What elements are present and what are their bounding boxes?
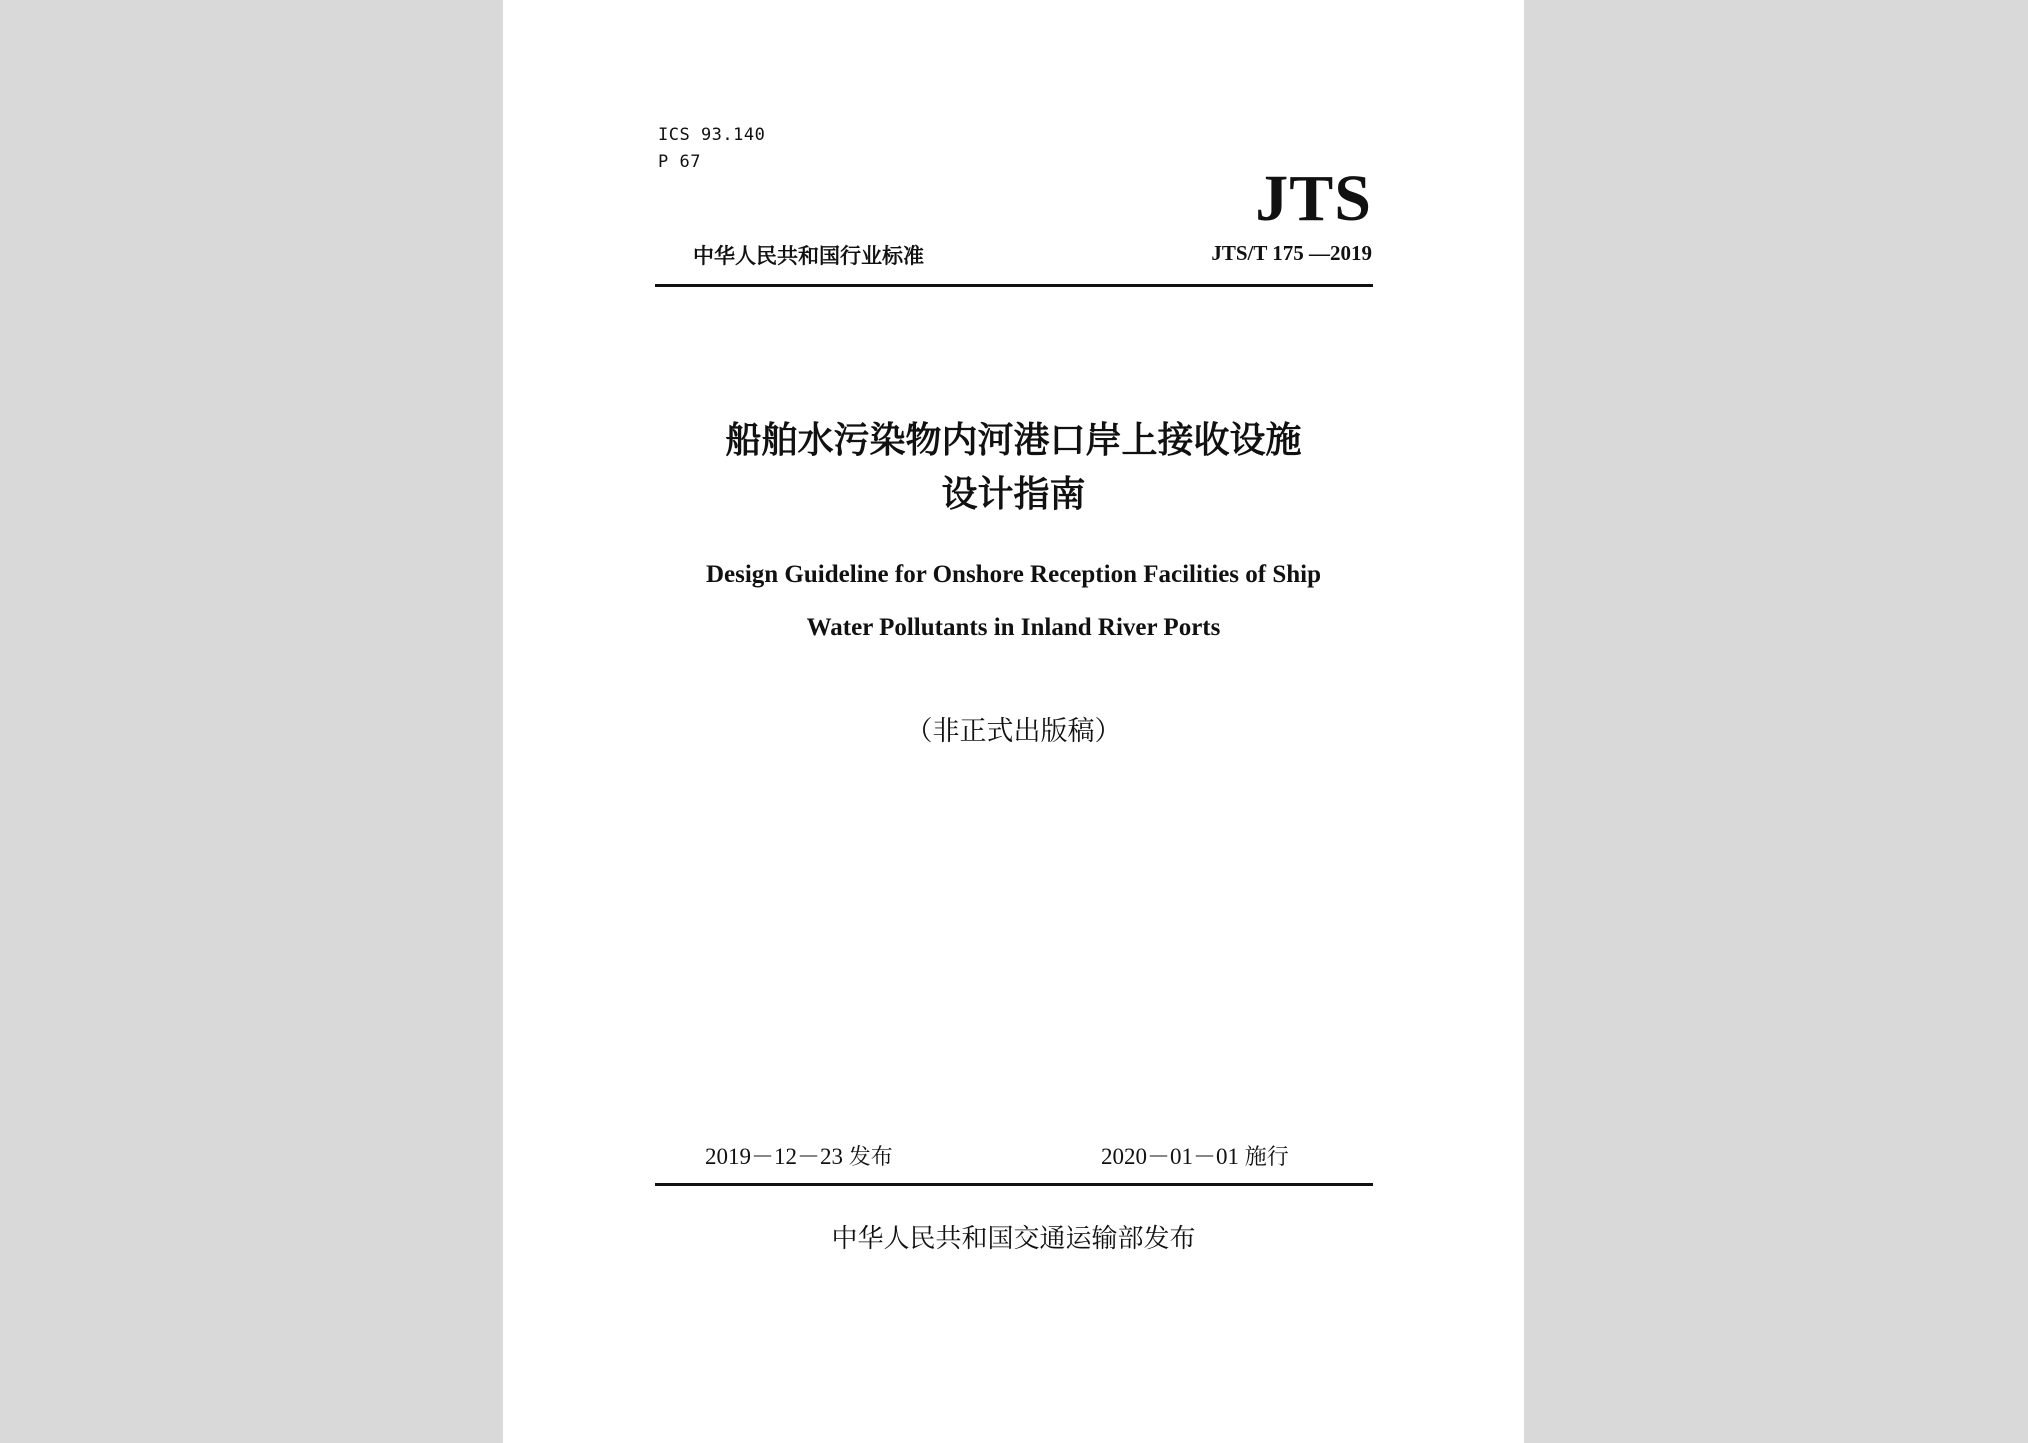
document-page [503, 0, 1524, 1443]
title-cn-line1: 船舶水污染物内河港口岸上接收设施 [725, 420, 1302, 461]
top-divider [655, 284, 1373, 287]
bottom-divider [655, 1183, 1373, 1186]
industry-standard-label: 中华人民共和国行业标准 [693, 244, 924, 268]
implementation-date-value: 2020－01－01 [1101, 1144, 1239, 1169]
title-cn-line2: 设计指南 [941, 474, 1086, 515]
jts-mark: JTS [1255, 162, 1372, 235]
title-en-line1: Design Guideline for Onshore Reception Facilities of Ship [705, 561, 1322, 588]
issue-date-value: 2019－12－23 [705, 1144, 843, 1169]
implementation-date [1101, 1138, 1289, 1171]
ics-code: ICS 93.140 [658, 125, 766, 145]
draft-note: （非正式出版稿） [905, 716, 1122, 747]
publisher: 中华人民共和国交通运输部发布 [831, 1224, 1196, 1254]
issue-date [705, 1138, 893, 1171]
title-en-line2: Water Pollutants in Inland River Ports [806, 614, 1221, 641]
classification-code: P 67 [658, 152, 701, 172]
standard-number: JTS/T 175 —2019 [1211, 241, 1372, 265]
implementation-date-label: 施行 [1244, 1145, 1289, 1170]
issue-date-label: 发布 [848, 1145, 893, 1170]
